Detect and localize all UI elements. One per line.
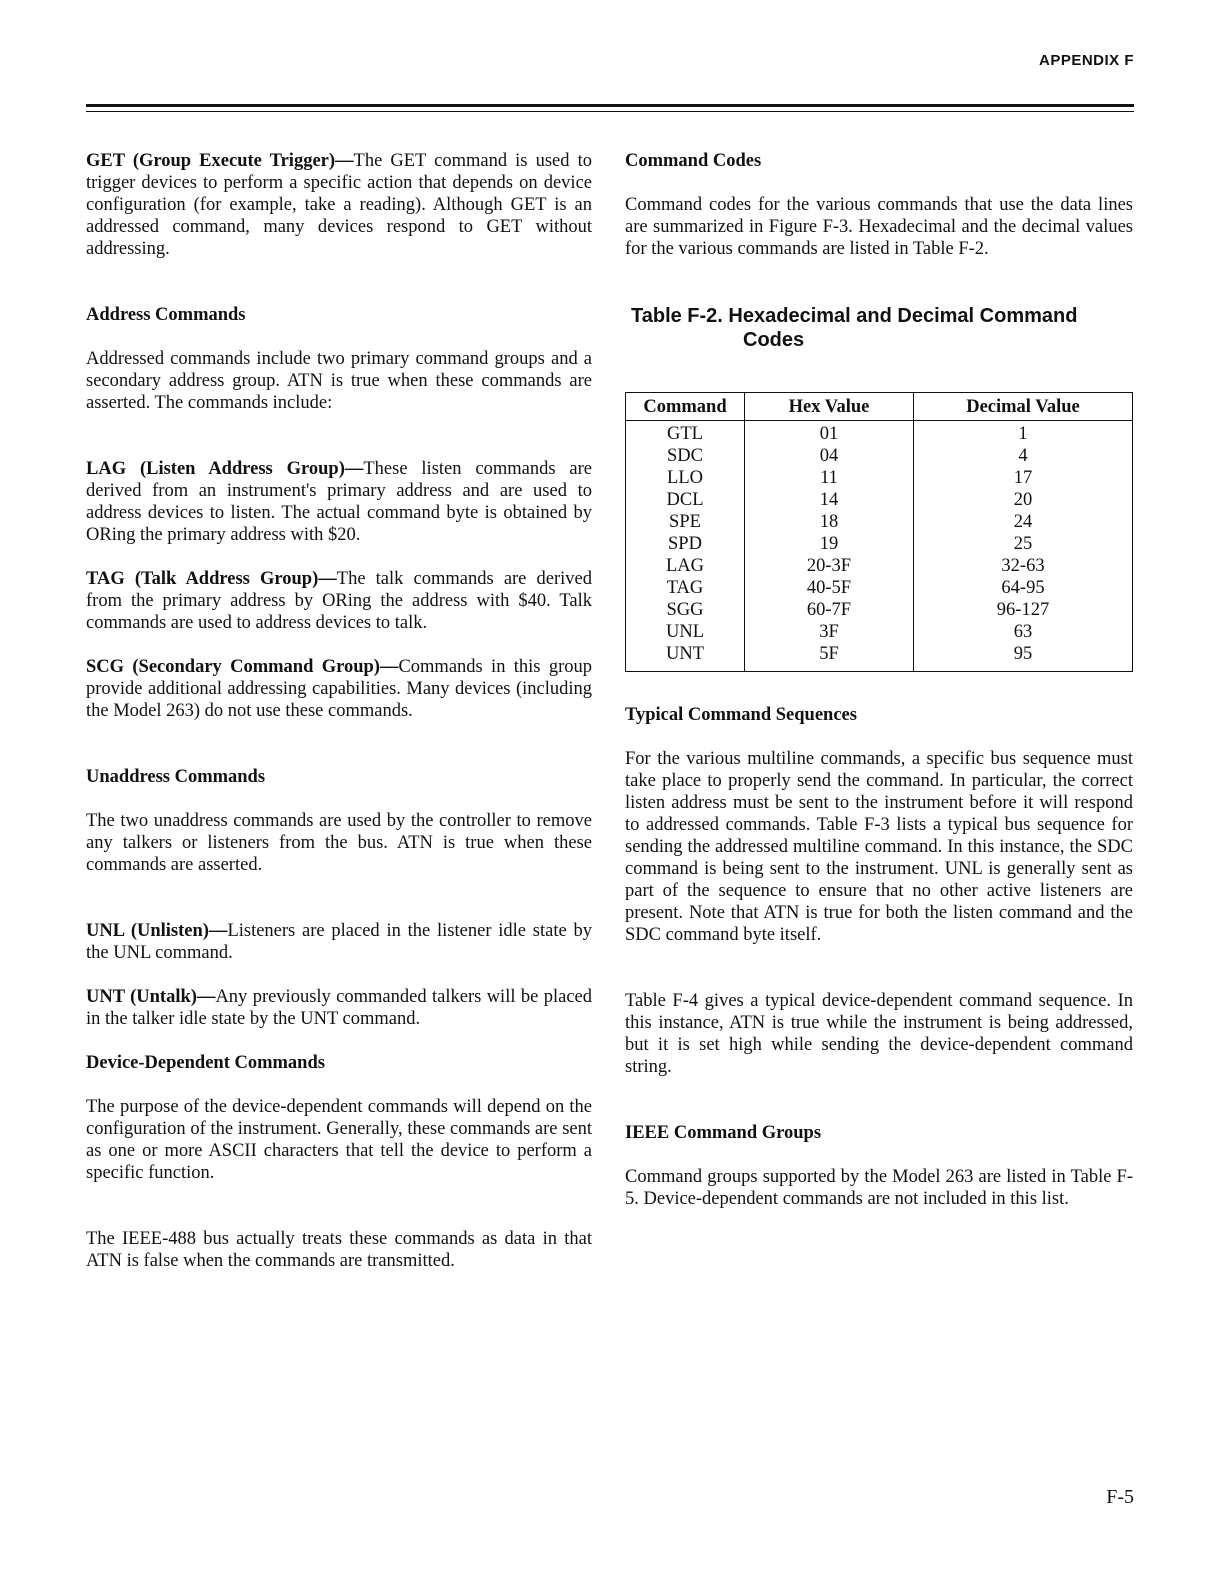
left-column [86,150,592,1272]
cell-hex: 40-5F [745,577,914,599]
cell-command: SDC [626,445,745,467]
typical-sequences-paragraph-1: For the various multiline commands, a specific bus sequence must take place to properly send the command. In particular, the correct listen address must be sent to the instrument before it will respond to addressed commands. Table F-3 lists a typical bus sequence for sending the addressed multiline command. In this instance, the SDC command is being sent to the instrument. UNL is generally sent as part of the sequence to ensure that no other active listeners are present. Note that ATN is true for both the listen command and the SDC command byte itself. [625,749,1133,945]
cell-decimal: 32-63 [914,555,1133,577]
table-header-hex: Hex Value [745,393,914,421]
cell-command: GTL [626,421,745,446]
cell-command: SPE [626,511,745,533]
table-row [626,621,1133,643]
typical-sequences-paragraph-2: Table F-4 gives a typical device-dependent command sequence. In this instance, ATN is true while the instrument is being addressed, but it is set high while sending the device-dependent command string. [625,991,1133,1077]
unt-text: Any previously commanded talkers will be placed in the talker idle state by the UNT command. [86,987,592,1029]
table-row [626,555,1133,577]
device-dependent-paragraph-2: The IEEE-488 bus actually treats these commands as data in that ATN is false when the commands are transmitted. [86,1229,592,1271]
table-header-command: Command [626,393,745,421]
right-column [625,150,1133,1210]
cell-hex: 5F [745,643,914,672]
unl-paragraph [86,920,592,964]
table-row [626,577,1133,599]
scg-text: Commands in this group provide additional addressing capabilities. Many devices (including the Model 263) do not use these commands. [86,657,592,721]
header-rule-thin [86,111,1134,112]
device-dependent-paragraph-1: The purpose of the device-dependent commands will depend on the configuration of the instrument. Generally, these commands are sent as one or more ASCII characters that tell the device to perform a specific function. [86,1097,592,1183]
unt-term: UNT (Untalk)— [86,987,216,1007]
table-row [626,599,1133,621]
lag-term: LAG (Listen Address Group)— [86,459,364,479]
cell-command: SGG [626,599,745,621]
cell-hex: 04 [745,445,914,467]
address-commands-intro: Addressed commands include two primary command groups and a secondary address group. ATN is true when these commands are asserted. The commands include: [86,349,592,413]
table-caption-line-2: Codes [743,329,805,351]
cell-command: TAG [626,577,745,599]
table-row [626,511,1133,533]
cell-decimal: 4 [914,445,1133,467]
scg-term: SCG (Secondary Command Group)— [86,657,399,677]
table-row [626,421,1133,446]
typical-sequences-heading: Typical Command Sequences [625,705,857,725]
tag-paragraph [86,568,592,634]
cell-decimal: 95 [914,643,1133,672]
table-row [626,489,1133,511]
cell-command: UNL [626,621,745,643]
cell-command: LLO [626,467,745,489]
cell-decimal: 20 [914,489,1133,511]
header-rule-thick [86,104,1134,107]
unl-text: Listeners are placed in the listener idle state by the UNL command. [86,921,592,963]
cell-hex: 3F [745,621,914,643]
get-text: The GET command is used to trigger devices to perform a specific action that depends on device configuration (for example, take a reading). Although GET is an addressed command, many devices respond to GET without addressing. [86,151,593,259]
cell-command: DCL [626,489,745,511]
cell-hex: 20-3F [745,555,914,577]
unaddress-commands-intro: The two unaddress commands are used by the controller to remove any talkers or listeners from the bus. ATN is true when these commands are asserted. [86,811,592,875]
unaddress-commands-heading: Unaddress Commands [86,767,266,787]
lag-text: These listen commands are derived from an instrument's primary address and are used to address devices to listen. The actual command byte is obtained by ORing the primary address with $20. [86,459,592,545]
cell-hex: 11 [745,467,914,489]
table-row [626,467,1133,489]
cell-hex: 60-7F [745,599,914,621]
table-row [626,445,1133,467]
page-number: F-5 [1106,1486,1134,1508]
cell-decimal: 24 [914,511,1133,533]
table-row [626,643,1133,672]
cell-command: UNT [626,643,745,672]
cell-hex: 18 [745,511,914,533]
command-codes-table [625,392,1133,672]
device-dependent-heading: Device-Dependent Commands [86,1053,325,1073]
unl-term: UNL (Unlisten)— [86,921,228,941]
tag-term: TAG (Talk Address Group)— [86,569,337,589]
table-header-decimal: Decimal Value [914,393,1133,421]
table-row [626,533,1133,555]
command-codes-heading: Command Codes [625,151,762,171]
table-header-row [626,393,1133,421]
cell-command: LAG [626,555,745,577]
lag-paragraph [86,458,592,546]
table-caption-line-1: Table F-2. Hexadecimal and Decimal Command [631,305,1078,327]
get-term: GET (Group Execute Trigger)— [86,151,354,171]
command-codes-paragraph: Command codes for the various commands that use the data lines are summarized in Figure F-3. Hexadecimal and the decimal values for the various commands are listed in Table F-2. [625,195,1133,259]
tag-text: The talk commands are derived from the primary address by ORing the address with $40. Talk commands are used to address devices to talk. [86,569,593,633]
cell-decimal: 25 [914,533,1133,555]
cell-hex: 19 [745,533,914,555]
ieee-command-groups-paragraph: Command groups supported by the Model 263 are listed in Table F-5. Device-dependent commands are not included in this list. [625,1167,1133,1209]
scg-paragraph [86,656,592,722]
page-header-label: APPENDIX F [1038,52,1134,69]
cell-decimal: 63 [914,621,1133,643]
ieee-command-groups-heading: IEEE Command Groups [625,1123,822,1143]
table-caption [625,304,1133,352]
cell-decimal: 96-127 [914,599,1133,621]
cell-decimal: 64-95 [914,577,1133,599]
get-paragraph [86,150,592,260]
cell-hex: 14 [745,489,914,511]
cell-hex: 01 [745,421,914,446]
cell-decimal: 17 [914,467,1133,489]
unt-paragraph [86,986,592,1030]
cell-command: SPD [626,533,745,555]
address-commands-heading: Address Commands [86,305,246,325]
cell-decimal: 1 [914,421,1133,446]
